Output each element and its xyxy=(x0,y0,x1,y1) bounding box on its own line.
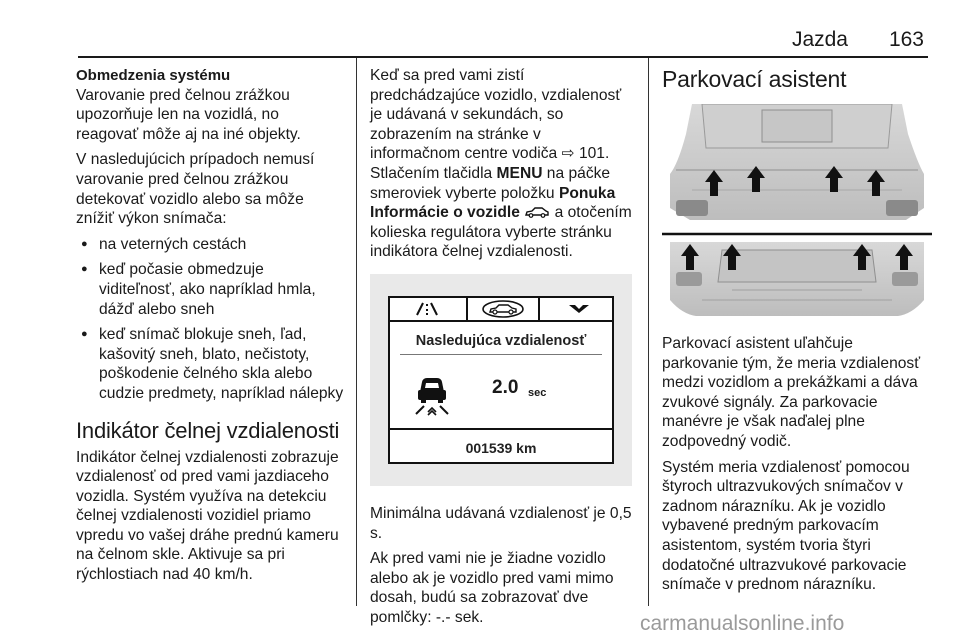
car-icon xyxy=(524,206,550,218)
instrument-cluster-illustration xyxy=(370,274,632,486)
paragraph: V nasledujúcich prípadoch nemusí varovanie pred čelnou zrážkou detekovať vozidlo alebo sa môže znížiť výkon snímača: xyxy=(76,151,315,228)
paragraph: Varovanie pred čelnou zrážkou upozorňuje len na vozidlá, no reagovať môže aj na iné objekty. xyxy=(76,86,301,143)
following-distance-icon xyxy=(412,372,452,416)
cluster-title-underline xyxy=(400,354,602,355)
header-rule xyxy=(78,56,928,58)
vehicle-icon xyxy=(481,300,525,318)
text-run: . Stlačením tlačidla xyxy=(370,145,610,182)
subheading-limitations: Obmedzenia systému xyxy=(76,67,231,84)
paragraph: Minimálna udávaná vzdialenosť je 0,5 s. xyxy=(370,504,632,542)
paragraph xyxy=(370,66,634,262)
column-divider xyxy=(356,58,357,606)
menu-button-label: MENU xyxy=(496,164,543,182)
page-reference-link[interactable]: ⇨ 101 xyxy=(561,145,605,163)
text-run: na páčke smeroviek vyberte položku xyxy=(370,164,611,202)
distance-unit: sec xyxy=(528,386,547,399)
cluster-display xyxy=(388,296,614,464)
distance-value: 2.0 xyxy=(492,376,519,398)
tab-lane xyxy=(390,298,464,320)
column-right xyxy=(662,66,932,601)
tab-vehicle xyxy=(466,298,540,320)
bumper-sensors-drawing xyxy=(662,104,932,318)
paragraph: Systém meria vzdialenosť pomocou štyroch ultrazvukových snímačov v zadnom nárazníku. Ak je vozidlo vybavené predným parkovacím asistentom, systém tvoria štyri dodatočné ultrazvukové parkovacie snímače v prednom nárazníku. xyxy=(662,458,910,594)
text-run: a otočením kolieska regulátora vyberte stránku indikátora čelnej vzdialenosti. xyxy=(370,204,632,261)
lane-icon xyxy=(407,301,447,317)
section-heading-parking-assist: Parkovací asistent xyxy=(662,66,847,92)
cluster-tabs xyxy=(390,298,612,322)
paragraph: Ak pred vami nie je žiadne vozidlo alebo ak je vozidlo pred vami mimo dosah, budú sa zobrazovať dve pomlčky: -.- sek. xyxy=(370,550,614,626)
paragraph: Indikátor čelnej vzdialenosti zobrazuje vzdialenosť od pred vami jazdiaceho vozidla. Systém využíva na detekciu čelnej vzdialenosti vozidiel priamo vpredu vo vašej dráhe prednú kameru na čelnom skle. Aktivuje sa pri rýchlostiach nad 40 km/h. xyxy=(76,448,339,584)
bullet-item: ● na veterných cestách xyxy=(76,235,344,255)
bullet-item: ● keď počasie obmedzuje viditeľnosť, ako napríklad hmla, dážď alebo sneh xyxy=(76,260,344,319)
cluster-title: Nasledujúca vzdialenosť xyxy=(415,332,587,349)
menu-item-label: Ponuka Informácie o vozidle xyxy=(370,184,616,222)
bullet-item: ● keď snímač blokuje sneh, ľad, kašovitý sneh, blato, nečistoty, poškodenie čelného skla alebo cudzie predmety, napríklad nálepky xyxy=(76,325,344,403)
chapter-title: Jazda xyxy=(791,28,848,51)
tab-road xyxy=(542,298,616,320)
parking-sensors-illustration xyxy=(662,104,932,318)
road-icon xyxy=(563,301,595,317)
watermark: carmanualsonline.info xyxy=(640,612,845,635)
page-number: 163 xyxy=(888,28,924,51)
column-divider xyxy=(648,58,649,606)
column-middle xyxy=(370,66,634,634)
odometer-readout: 001539 km xyxy=(465,439,537,456)
text-run: Keď sa pred vami zistí predchádzajúce vozidlo, vzdialenosť je udávaná v sekundách, so zobrazením na stránke v informačnom centre vodiča xyxy=(370,67,622,163)
page-header xyxy=(0,14,960,54)
column-left xyxy=(76,66,344,591)
section-heading-following-distance: Indikátor čelnej vzdialenosti xyxy=(76,417,340,443)
bullet-list xyxy=(76,235,344,404)
paragraph: Parkovací asistent uľahčuje parkovanie tým, že meria vzdialenosť medzi vozidlom a prekážkami a dáva zvukové signály. Za parkovacie manévre je však naďalej plne zodpovedný vodič. xyxy=(662,335,921,450)
cluster-divider xyxy=(390,428,612,430)
